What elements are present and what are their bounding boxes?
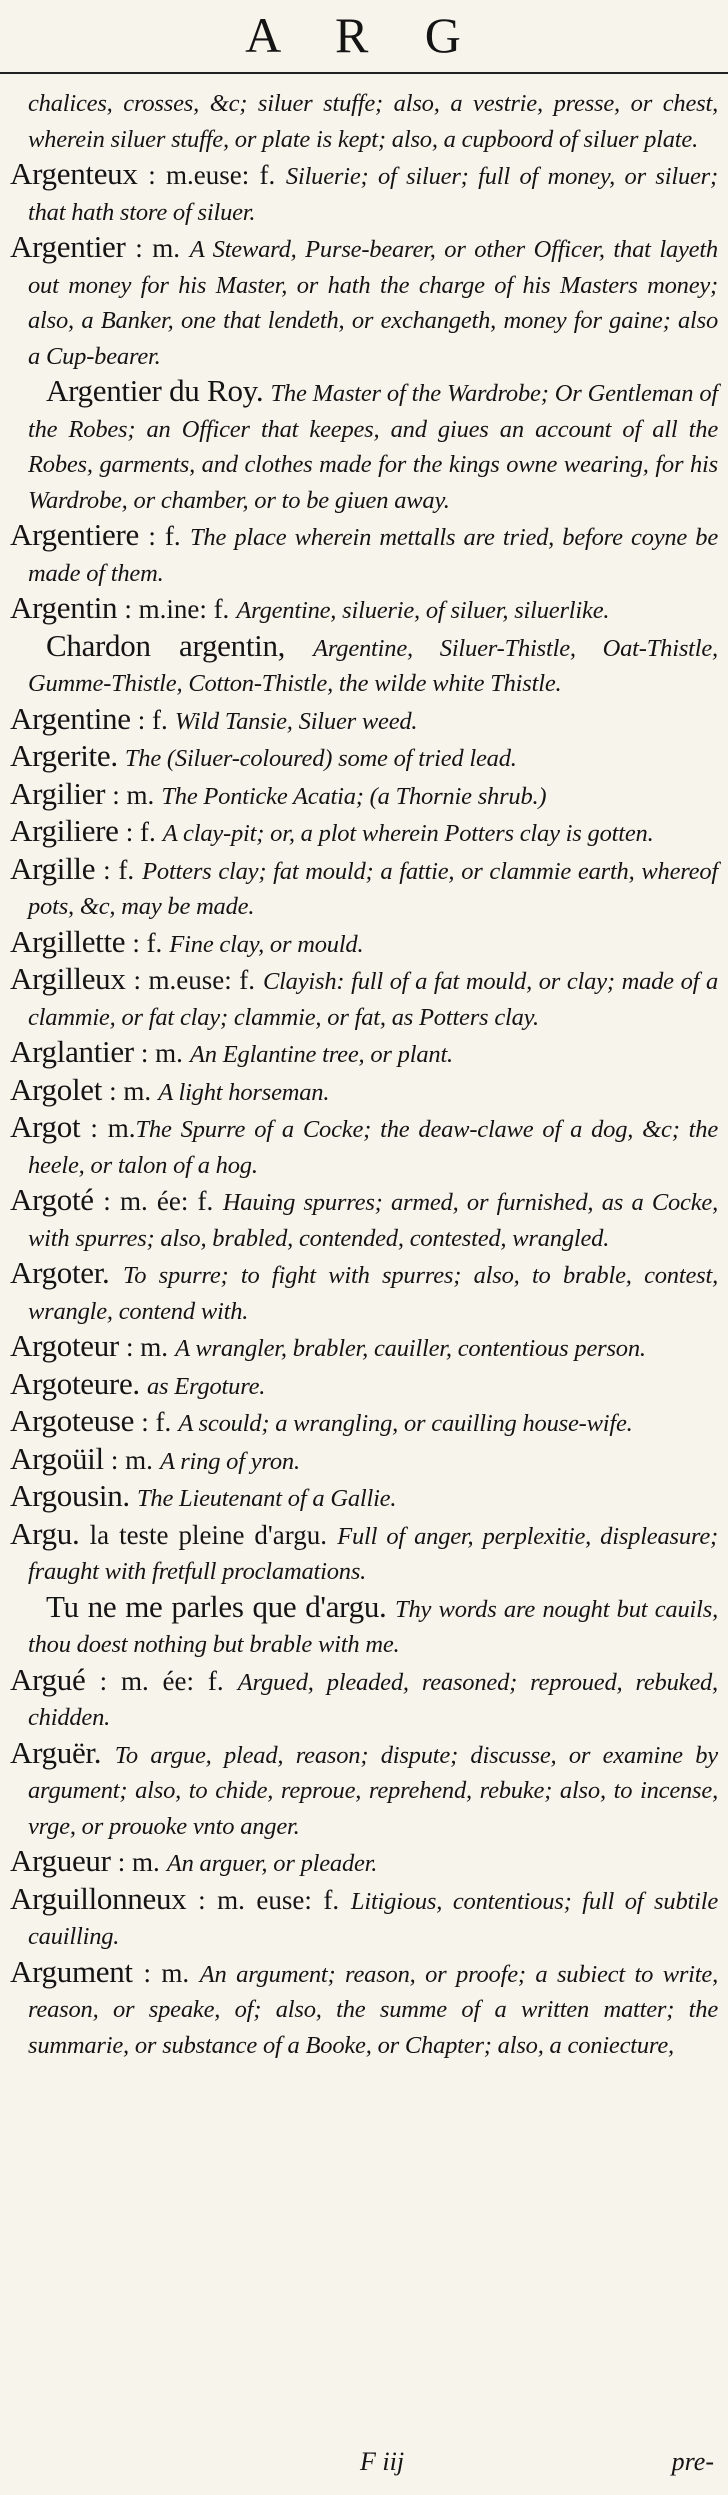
definition: The Ponticke Acatia; (a Thornie shrub.) bbox=[161, 782, 547, 810]
dictionary-entry bbox=[10, 814, 718, 852]
definition: Fine clay, or mould. bbox=[169, 930, 364, 958]
headword: Argousin. bbox=[10, 1478, 130, 1513]
definition: Siluerie; of siluer; full of money, or siluer; that hath store of siluer. bbox=[28, 163, 718, 226]
headword: Argolet bbox=[10, 1071, 103, 1107]
headword: Argentier du Roy. bbox=[46, 373, 264, 408]
dictionary-entry bbox=[10, 1844, 718, 1882]
definition: Potters clay; fat mould; a fattie, or clammie earth, whereof pots, &c, may be made. bbox=[28, 857, 719, 920]
headword: Argilier bbox=[10, 775, 106, 811]
headword: Tu ne me parles que d'argu. bbox=[46, 1588, 387, 1624]
dictionary-entry bbox=[10, 1442, 718, 1480]
grammar: : f. bbox=[148, 521, 181, 551]
grammar: : m. bbox=[109, 1075, 152, 1106]
dictionary-entry bbox=[10, 1479, 718, 1517]
headword: Argilleux bbox=[10, 961, 126, 996]
dictionary-entry bbox=[10, 1517, 718, 1590]
dictionary-entry bbox=[10, 1882, 718, 1955]
catchword: pre- bbox=[671, 2447, 714, 2476]
dictionary-entry bbox=[10, 1183, 718, 1256]
grammar: la teste pleine d'argu. bbox=[89, 1519, 327, 1550]
definition: A scould; a wrangling, or cauilling house-wife. bbox=[178, 1410, 633, 1437]
dictionary-entry bbox=[10, 1367, 718, 1405]
grammar: : m. bbox=[135, 233, 180, 263]
headword: Argument bbox=[10, 1953, 133, 1989]
headword: Arglantier bbox=[10, 1034, 134, 1069]
grammar: : f. bbox=[132, 927, 163, 958]
definition: The Master of the Wardrobe; Or Gentleman of the Robes; an Officer that keepes, and giues an account of all the Robes, garments, and clothes made for the kings owne wearing, for his Wardrobe, or chamber, or to be giuen away. bbox=[28, 380, 718, 514]
grammar: : m. bbox=[112, 779, 155, 810]
headword: Argentier bbox=[10, 229, 126, 264]
dictionary-entry bbox=[10, 1955, 718, 2064]
grammar: : f. bbox=[103, 854, 135, 885]
grammar: : m. bbox=[143, 1957, 190, 1988]
headword: Argiliere bbox=[10, 813, 119, 848]
headword: Argentine bbox=[10, 700, 131, 736]
headword: Argoteure. bbox=[10, 1365, 140, 1401]
headword: Argué bbox=[10, 1661, 86, 1697]
dictionary-entry bbox=[10, 591, 718, 629]
definition: chalices, crosses, &c; siluer stuffe; also, a vestrie, presse, or chest, wherein siluer stuffe, or plate is kept; also, a cupboord of siluer plate. bbox=[28, 90, 718, 153]
dictionary-entry bbox=[10, 1110, 718, 1183]
definition: Litigious, contentious; full of subtile cauilling. bbox=[28, 1887, 718, 1950]
dictionary-entry bbox=[10, 1404, 718, 1442]
dictionary-entry bbox=[10, 1256, 718, 1329]
definition: An argument; reason, or proofe; a subiect to write, reason, or speake, of; also, the summe of a written matter; the summarie, or substance of a Booke, or Chapter; also, a coniecture, bbox=[28, 1960, 718, 2059]
headword: Arguillonneux bbox=[10, 1880, 187, 1916]
definition: Clayish: full of a fat mould, or clay; made of a clammie, or fat clay; clammie, or fat, as Potters clay. bbox=[28, 968, 719, 1031]
definition: Full of anger, perplexitie, displeasure; fraught with fretfull proclamations. bbox=[28, 1522, 718, 1585]
headword: Argoüil bbox=[10, 1440, 104, 1476]
dictionary-subentry bbox=[10, 629, 718, 702]
grammar: : m. bbox=[90, 1113, 136, 1143]
definition: An Eglantine tree, or plant. bbox=[190, 1041, 453, 1068]
dictionary-entry bbox=[10, 852, 718, 925]
dictionary-entry bbox=[10, 1329, 718, 1367]
entries-list bbox=[10, 84, 718, 2063]
header-rule bbox=[0, 72, 728, 74]
definition: Argentine, siluerie, of siluer, siluerlike. bbox=[236, 597, 610, 624]
grammar: : m. bbox=[126, 1332, 169, 1362]
dictionary-subentry bbox=[10, 1590, 718, 1663]
headword: Argentin bbox=[10, 590, 118, 625]
definition: The Lieutenant of a Gallie. bbox=[136, 1485, 397, 1512]
definition: The place wherein mettalls are tried, before coyne be made of them. bbox=[28, 524, 719, 587]
grammar: : m. bbox=[140, 1038, 183, 1068]
definition: Argued, pleaded, reasoned; reproued, rebuked, chidden. bbox=[28, 1668, 718, 1731]
grammar: : m. bbox=[110, 1444, 153, 1475]
headword: Argentiere bbox=[10, 517, 139, 552]
definition: A wrangler, brabler, cauiller, contentious person. bbox=[175, 1335, 646, 1362]
grammar: : m.ine: f. bbox=[124, 594, 230, 624]
signature-mark: F iij bbox=[360, 2447, 405, 2476]
definition: A ring of yron. bbox=[159, 1447, 300, 1475]
dictionary-entry bbox=[10, 1073, 718, 1111]
headword: Chardon argentin, bbox=[46, 627, 286, 663]
running-head: A R G bbox=[245, 7, 483, 63]
definition: A Steward, Purse-bearer, or other Officer, that layeth out money for his Master, or hath the charge of his Masters money; also, a Banker, one that lendeth, or exchangeth, money for gaine; also a Cup-bearer. bbox=[28, 236, 718, 370]
grammar: : m. ée: f. bbox=[99, 1665, 224, 1696]
definition: A light horseman. bbox=[158, 1078, 330, 1106]
headword: Argoter. bbox=[10, 1255, 110, 1290]
definition: Hauing spurres; armed, or furnished, as a Cocke, with spurres; also, brabled, contended, contested, wrangled. bbox=[28, 1189, 718, 1252]
page-footer bbox=[0, 2447, 728, 2487]
dictionary-entry bbox=[10, 84, 718, 157]
dictionary-subentry bbox=[10, 374, 718, 518]
definition: The (Siluer-coloured) some of tried lead. bbox=[124, 745, 517, 772]
headword: Argillette bbox=[10, 923, 126, 959]
headword: Argenteux bbox=[10, 156, 138, 191]
definition: A clay-pit; or, a plot wherein Potters clay is gotten. bbox=[162, 820, 654, 847]
definition: To spurre; to fight with spurres; also, to brable, contest, wrangle, contend with. bbox=[28, 1262, 718, 1325]
dictionary-entry bbox=[10, 518, 718, 591]
definition: Wild Tansie, Siluer weed. bbox=[174, 707, 418, 735]
grammar: : f. bbox=[125, 817, 156, 847]
grammar: : m. ée: f. bbox=[103, 1186, 214, 1216]
grammar: : m.euse: f. bbox=[133, 965, 256, 995]
dictionary-entry bbox=[10, 962, 718, 1035]
dictionary-entry bbox=[10, 1035, 718, 1073]
dictionary-entry bbox=[10, 925, 718, 963]
grammar: : m. bbox=[117, 1847, 160, 1877]
headword: Argille bbox=[10, 850, 96, 886]
headword: Argoteuse bbox=[10, 1403, 135, 1438]
headword: Arguër. bbox=[10, 1734, 102, 1770]
headword: Argot bbox=[10, 1109, 81, 1144]
definition: An arguer, or pleader. bbox=[166, 1850, 378, 1877]
definition: The Spurre of a Cocke; the deaw-clawe of a dog, &c; the heele, or talon of a hog. bbox=[28, 1116, 718, 1179]
headword: Argoté bbox=[10, 1182, 94, 1217]
dictionary-entry bbox=[10, 157, 718, 230]
grammar: : m. euse: f. bbox=[198, 1884, 340, 1915]
grammar: : f. bbox=[141, 1407, 172, 1437]
definition: To argue, plead, reason; dispute; discusse, or examine by argument; also, to chide, reproue, reprehend, rebuke; also, to incense, vrge, or prouoke vnto anger. bbox=[28, 1741, 718, 1840]
definition: Thy words are nought but cauils, thou doest nothing but brable with me. bbox=[28, 1595, 718, 1658]
grammar: : m.euse: f. bbox=[148, 160, 276, 190]
dictionary-entry bbox=[10, 777, 718, 815]
headword: Argoteur bbox=[10, 1328, 119, 1363]
dictionary-entry bbox=[10, 739, 718, 777]
dictionary-entry bbox=[10, 230, 718, 374]
headword: Argueur bbox=[10, 1843, 111, 1878]
grammar: : f. bbox=[137, 704, 168, 735]
definition: Argentine, Siluer-Thistle, Oat-Thistle, Gumme-Thistle, Cotton-Thistle, the wilde white Thistle. bbox=[28, 634, 718, 697]
dictionary-entry bbox=[10, 1663, 718, 1736]
headword: Argu. bbox=[10, 1515, 80, 1551]
definition: as Ergoture. bbox=[146, 1372, 266, 1400]
dictionary-entry bbox=[10, 1736, 718, 1845]
dictionary-entry bbox=[10, 702, 718, 740]
headword: Argerite. bbox=[10, 738, 118, 773]
